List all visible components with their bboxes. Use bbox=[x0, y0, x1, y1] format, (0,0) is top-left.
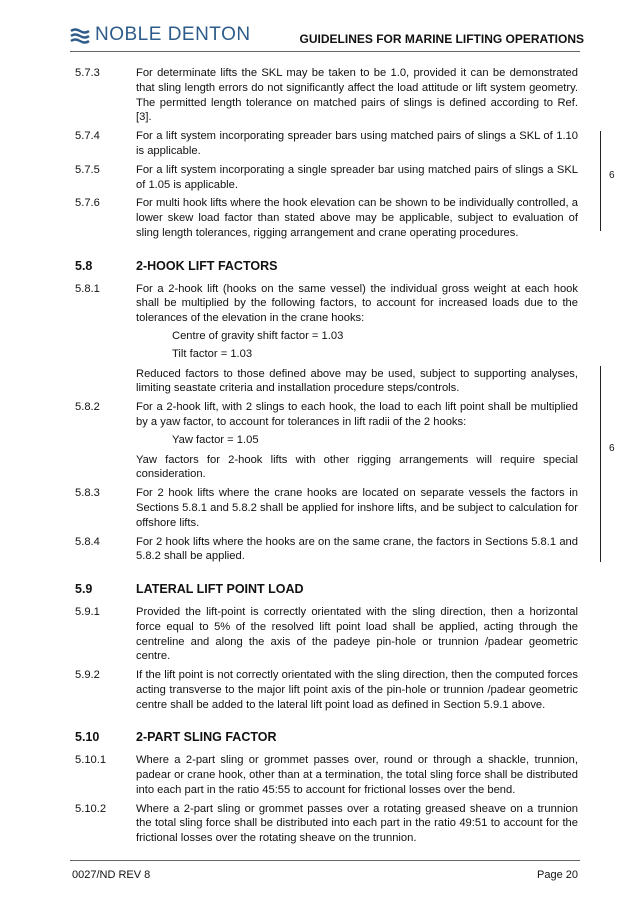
clause-number: 5.8.2 bbox=[75, 401, 100, 414]
factor-formula: Centre of gravity shift factor = 1.03 bbox=[172, 329, 344, 342]
clause-number: 5.8.4 bbox=[75, 535, 100, 548]
clause-note: Reduced factors to those defined above may be used, subject to supporting analyses, limiting seastate criteria and installation procedure steps/controls. bbox=[136, 367, 578, 395]
clause-number: 5.8.3 bbox=[75, 487, 100, 500]
clause-number: 5.7.6 bbox=[75, 197, 100, 210]
clause-text: For a 2-hook lift (hooks on the same vessel) the individual gross weight at each hook shall be multiplied by the following factors, to account for increased loads due to the tolerances of the elevation in the crane hooks: bbox=[136, 282, 578, 325]
clause bbox=[75, 535, 578, 565]
clause-text: If the lift point is not correctly orientated with the sling direction, then the computed forces acting transverse to the major lift point axis of the pin-hole or trunnion /padear geometric centre shall be added to the lateral lift point load as defined in Section 5.9.1 above. bbox=[136, 669, 578, 711]
clause bbox=[75, 196, 578, 240]
clause bbox=[75, 802, 578, 846]
section-heading bbox=[75, 730, 578, 745]
section-heading bbox=[75, 582, 578, 597]
clause-text: For determinate lifts the SKL may be taken to be 1.0, provided it can be demonstrated that sling length errors do not significantly affect the load attitude or lift system geometry. The permitted length tolerance on matched pairs of slings is defined according to Ref. [3]. bbox=[136, 67, 578, 124]
clause-text: For multi hook lifts where the hook elevation can be shown to be individually controlled, a lower skew load factor than stated above may be applicable, subject to evaluation of sling length tolerances, rigging arrangement and crane operating procedures. bbox=[136, 197, 578, 239]
header-rule bbox=[70, 51, 580, 52]
clause-text: Where a 2-part sling or grommet passes over, round or through a shackle, trunnion, padear or crane hook, other than at a termination, the total sling force shall be distributed into each part in the ratio 45:55 to account for frictional losses over the bend. bbox=[136, 754, 578, 796]
revision-mark: 6 bbox=[609, 170, 615, 181]
section-title: 2-HOOK LIFT FACTORS bbox=[136, 258, 278, 273]
section-title: 2-PART SLING FACTOR bbox=[136, 730, 277, 745]
clause-body bbox=[136, 129, 578, 159]
clause-body bbox=[136, 802, 578, 846]
factor-formula: Yaw factor = 1.05 bbox=[172, 433, 259, 446]
section-heading bbox=[75, 259, 578, 274]
clause bbox=[75, 605, 578, 664]
section-number: 5.9 bbox=[75, 582, 93, 597]
clause-number: 5.7.3 bbox=[75, 67, 100, 79]
clause-text: Provided the lift-point is correctly orientated with the sling direction, then a horizontal force equal to 5% of the resolved lift point load shall be applied, acting through the centreline and along the axis of the padeye pin-hole or trunnion /padear geometric centre. bbox=[136, 605, 578, 663]
clause bbox=[75, 129, 578, 159]
page-number: Page 20 bbox=[537, 869, 578, 881]
clause-note: Yaw factors for 2-hook lifts with other rigging arrangements will require special consideration. bbox=[136, 453, 578, 481]
revision-mark: 6 bbox=[609, 443, 615, 454]
clause-body bbox=[136, 66, 578, 125]
clause-text: For a lift system incorporating a single spreader bar using matched pairs of slings a SKL of 1.05 is applicable. bbox=[136, 163, 578, 191]
clause-body bbox=[136, 163, 578, 193]
company-logo bbox=[70, 24, 251, 46]
page-header bbox=[70, 24, 584, 50]
clause-body bbox=[136, 196, 578, 240]
clause-body bbox=[136, 605, 578, 664]
clause-number: 5.9.1 bbox=[75, 605, 100, 618]
clause bbox=[75, 400, 578, 482]
clause-body bbox=[136, 753, 578, 797]
clause-body bbox=[136, 282, 578, 397]
clause-number: 5.7.5 bbox=[75, 163, 100, 176]
clause bbox=[75, 668, 578, 712]
clause bbox=[75, 66, 578, 125]
revision-bar bbox=[600, 131, 601, 231]
clause bbox=[75, 486, 578, 530]
revision-bar bbox=[600, 366, 601, 562]
factor-formula: Tilt factor = 1.03 bbox=[172, 347, 253, 360]
document-reference: 0027/ND REV 8 bbox=[72, 869, 151, 881]
logo-text: NOBLE DENTON bbox=[95, 24, 251, 45]
clause-text: For a lift system incorporating spreader bars using matched pairs of slings a SKL of 1.10 is applicable. bbox=[136, 130, 578, 157]
clause bbox=[75, 163, 578, 193]
clause-body bbox=[136, 535, 578, 565]
wave-logo-icon bbox=[70, 26, 90, 44]
clause-number: 5.7.4 bbox=[75, 130, 100, 143]
clause-number: 5.10.2 bbox=[75, 802, 107, 815]
section-number: 5.10 bbox=[75, 730, 100, 745]
document-title: GUIDELINES FOR MARINE LIFTING OPERATIONS bbox=[299, 32, 584, 46]
clause bbox=[75, 282, 578, 397]
clause-body bbox=[136, 400, 578, 482]
clause-text: For 2 hook lifts where the hooks are on the same crane, the factors in Sections 5.8.1 and 5.8.2 shall be applied. bbox=[136, 535, 578, 563]
clause-number: 5.8.1 bbox=[75, 282, 100, 295]
clause bbox=[75, 753, 578, 797]
clause-body bbox=[136, 486, 578, 530]
document-body bbox=[75, 66, 578, 850]
clause-text: For 2 hook lifts where the crane hooks are located on separate vessels the factors in Sections 5.8.1 and 5.8.2 shall be applied for inshore lifts, and be subject to calculation for offshore lifts. bbox=[136, 487, 578, 529]
clause-body bbox=[136, 668, 578, 712]
section-title: LATERAL LIFT POINT LOAD bbox=[136, 582, 304, 597]
clause-text: For a 2-hook lift, with 2 slings to each hook, the load to each lift point shall be multiplied by a yaw factor, to account for tolerances in lift radii of the 2 hooks: bbox=[136, 401, 578, 428]
clause-text: Where a 2-part sling or grommet passes over a rotating greased sheave on a trunnion the total sling force shall be distributed into each part in the ratio 49:51 to account for the frictional losses over the rotating sheave on the trunnion. bbox=[136, 802, 578, 845]
section-number: 5.8 bbox=[75, 258, 93, 273]
clause-number: 5.9.2 bbox=[75, 669, 100, 682]
clause-number: 5.10.1 bbox=[75, 754, 107, 767]
footer-rule bbox=[70, 860, 580, 861]
